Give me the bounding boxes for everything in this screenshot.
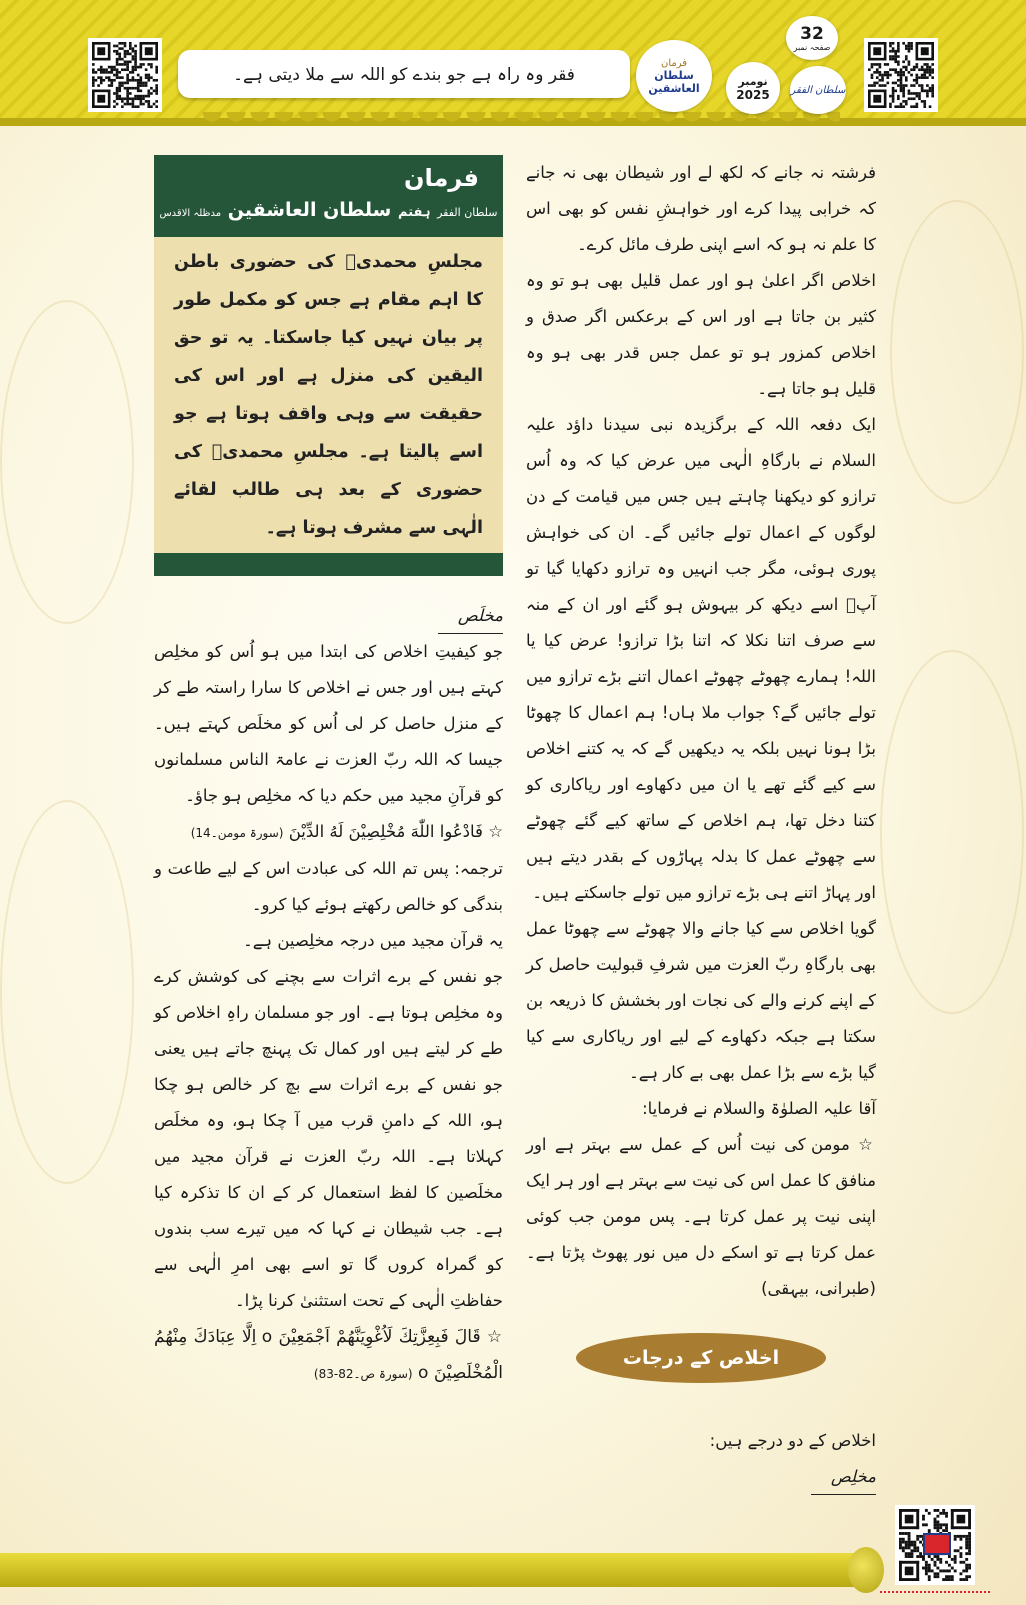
qr-module <box>968 1532 971 1535</box>
qr-module <box>925 1569 928 1572</box>
qr-module <box>899 1509 919 1512</box>
left-column <box>154 155 503 1392</box>
qr-module <box>945 1578 948 1581</box>
qr-module <box>916 1535 919 1538</box>
qr-module <box>908 1535 911 1538</box>
qr-module <box>945 1561 948 1564</box>
qr-module <box>965 1546 968 1549</box>
qr-module <box>928 1564 931 1567</box>
qr-module <box>959 1561 962 1564</box>
farman-badge-main: سلطان العاشقین <box>648 68 700 95</box>
qr-module <box>925 1572 928 1575</box>
qr-caption-decoration <box>880 1591 990 1596</box>
qr-module <box>959 1552 962 1555</box>
qr-module <box>939 1569 942 1572</box>
qr-module <box>968 1544 971 1547</box>
qr-module <box>965 1541 968 1544</box>
qr-module <box>942 1569 945 1572</box>
farman-subtitle-suffix: مدظلہ الاقدس <box>159 208 222 219</box>
farman-body-text: مجلسِ محمدیؐ کی حضوری باطن کا اہم مقام ہے جس کو مکمل طور پر بیان نہیں کیا جاسکتا۔ یہ تو حق الیقین کی منزل ہے اور اس کی حقیقت سے وہی واقف ہوتا ہے جو اسے پالیتا ہے۔ مجلسِ محمدیؐ کی حضوری کے بعد ہی طالب لقائے الٰہی سے مشرف ہوتا ہے۔ <box>174 252 483 538</box>
qr-module <box>913 1549 916 1552</box>
right-column <box>526 155 876 1495</box>
qr-module <box>936 1509 939 1512</box>
farman-title: فرمان <box>404 164 479 192</box>
qr-module <box>951 1558 954 1561</box>
qr-module <box>968 1535 971 1538</box>
qr-module <box>911 1555 914 1558</box>
qr-module <box>922 1518 925 1521</box>
ayah-quote <box>154 814 503 851</box>
qr-module <box>954 1538 957 1541</box>
qr-module <box>965 1569 968 1572</box>
qr-module <box>905 1552 908 1555</box>
ayah-text: قَالَ فَبِعِزَّتِكَ لَاُغْوِيَنَّهُمْ اَجْمَعِيْنَ o اِلَّا عِبَادَكَ مِنْهُمُ الْمُخْلَصِيْنَ o <box>154 1327 503 1383</box>
qr-module <box>922 1558 925 1561</box>
qr-module <box>925 1567 928 1570</box>
qr-module <box>902 1538 905 1541</box>
qr-module <box>939 1523 942 1526</box>
qr-module <box>936 1567 939 1570</box>
qr-module <box>913 1544 916 1547</box>
farman-box-header <box>154 155 503 237</box>
qr-module <box>931 1569 934 1572</box>
qr-module <box>936 1521 939 1524</box>
qr-module <box>957 1515 966 1524</box>
translation: ترجمہ: پس تم اللہ کی عبادت اس کے لیے طاعت و بندگی کو خالص رکھتے ہوئے کیا کرو۔ <box>154 859 503 914</box>
ayah-text: فَادْعُوا اللّٰهَ مُخْلِصِيْنَ لَهُ الدِّيْنَ <box>288 822 483 841</box>
qr-module <box>945 1575 948 1578</box>
qr-module <box>908 1541 911 1544</box>
qr-module <box>934 1526 937 1529</box>
qr-module <box>908 1555 911 1558</box>
ayah-quote <box>154 1319 503 1392</box>
qr-module <box>905 1555 908 1558</box>
section-heading: اخلاص کے درجات <box>622 1347 780 1369</box>
qr-module <box>936 1515 939 1518</box>
paragraph: اخلاص اگر اعلیٰ ہو اور عمل قلیل بھی ہو تو وہ کثیر بن جاتا ہے اور اس کے برعکس اگر صدق و اخلاص کمزور ہو تو عمل جس قدر بھی ہو وہ قلیل ہو جاتا ہے۔ <box>526 271 876 398</box>
qr-module <box>928 1567 931 1570</box>
qr-module <box>911 1552 914 1555</box>
qr-module <box>945 1512 948 1515</box>
qr-module <box>934 1561 937 1564</box>
qr-module <box>939 1526 942 1529</box>
qr-module <box>899 1546 902 1549</box>
qr-module <box>957 1535 960 1538</box>
qr-module <box>948 1575 951 1578</box>
qr-module <box>965 1578 968 1581</box>
qr-module <box>908 1538 911 1541</box>
qr-module <box>905 1546 908 1549</box>
qr-module <box>945 1529 948 1532</box>
qr-module <box>905 1532 908 1535</box>
qr-module <box>965 1567 968 1570</box>
heading-mukhlis: مخلِص <box>811 1462 876 1495</box>
qr-module <box>905 1541 908 1544</box>
qr-module <box>899 1544 902 1547</box>
qr-module <box>934 1564 937 1567</box>
qr-logo <box>923 1533 951 1555</box>
qr-module <box>931 1558 934 1561</box>
qr-module <box>911 1549 914 1552</box>
qr-module <box>911 1541 914 1544</box>
qr-module <box>899 1561 902 1581</box>
paragraph: یہ قرآن مجید میں درجہ مخلِصین ہے۔ <box>243 931 503 950</box>
qr-module <box>968 1575 971 1578</box>
qr-module <box>945 1515 948 1518</box>
qr-module <box>902 1549 905 1552</box>
ayah-reference: (سورۃ ص۔82-83) <box>313 1367 413 1381</box>
qr-module <box>965 1575 968 1578</box>
qr-module <box>934 1555 937 1558</box>
qr-module <box>916 1549 919 1552</box>
qr-module <box>951 1509 954 1529</box>
heading-mukhlas: مخلَص <box>438 601 503 634</box>
qr-module <box>965 1552 968 1555</box>
issue-month: نومبر <box>738 74 768 88</box>
qr-module <box>902 1546 905 1549</box>
qr-module <box>916 1546 919 1549</box>
footer-area <box>0 1505 1026 1605</box>
qr-module <box>899 1561 919 1564</box>
qr-module <box>916 1538 919 1541</box>
paragraph: فرشتہ نہ جانے کہ لکھ لے اور شیطان بھی نہ جانے کہ خرابی پیدا کرے اور خواہشِ نفس کو بھی اس کا علم نہ ہو کہ اسے اپنی طرف مائل کرے۔ <box>526 163 876 254</box>
degrees-intro: اخلاص کے دو درجے ہیں: <box>709 1431 876 1450</box>
qr-module <box>968 1546 971 1549</box>
qr-module <box>957 1549 960 1552</box>
qr-module <box>968 1564 971 1567</box>
qr-module <box>902 1541 905 1544</box>
qr-module <box>905 1544 908 1547</box>
qr-module <box>925 1509 928 1512</box>
qr-module <box>908 1552 911 1555</box>
qr-module <box>934 1518 937 1521</box>
qr-module <box>962 1535 965 1538</box>
qr-module <box>925 1561 928 1564</box>
page-label: صفحہ نمبر <box>793 42 831 52</box>
qr-module <box>913 1541 916 1544</box>
qr-module <box>936 1526 939 1529</box>
paragraph: ایک دفعہ اللہ کے برگزیدہ نبی سیدنا داؤد علیہ السلام نے بارگاہِ الٰہی میں عرض کیا کہ وہ اُس ترازو کو دیکھنا چاہتے ہیں جس میں قیامت کے دن لوگوں کے اعمال تولے جائیں گے۔ ان کی خواہش پوری ہوئی، مگر جب انہیں وہ ترازو دکھایا گیا تو آپؑ اسے دیکھ کر بیہوش ہو گئے اور ان کے منہ سے صرف اتنا نکلا کہ اتنا بڑا ترازو! عرض کیا یا اللہ! ہمارے چھوٹے چھوٹے اعمال اتنے بڑے ترازو میں تولے جائیں گے؟ جواب ملا ہاں! ہم اعمال کا چھوٹا بڑا ہونا نہیں بلکہ یہ دیکھیں گے کہ یہ کتنے اخلاص سے کیے گئے تھے یا ان میں دکھاوے اور ریاکاری کو کتنا دخل تھا، ہم اخلاص کے ساتھ کیے گئے چھوٹے سے چھوٹے عمل کا بدلہ پہاڑوں کے بقدر دیتے ہیں اور پہاڑ اتنے ہی بڑے ترازو میں تولے جاسکتے ہیں۔ <box>526 415 876 902</box>
qr-module <box>928 1555 931 1558</box>
qr-module <box>968 1567 971 1570</box>
qr-module <box>962 1569 965 1572</box>
qr-module <box>908 1532 911 1535</box>
qr-module <box>939 1512 942 1515</box>
qr-module <box>908 1544 911 1547</box>
qr-module <box>899 1532 902 1535</box>
qr-module <box>954 1569 957 1572</box>
farman-badge-top: فرمان <box>660 57 688 69</box>
qr-module <box>925 1564 928 1567</box>
qr-module <box>965 1538 968 1541</box>
qr-module <box>951 1578 954 1581</box>
qr-module <box>922 1567 925 1570</box>
qr-module <box>919 1555 922 1558</box>
farman-subtitle <box>154 195 503 229</box>
qr-module <box>922 1555 925 1558</box>
qr-module <box>954 1561 957 1564</box>
paragraph: گویا اخلاص سے کیا جانے والا چھوٹے سے چھوٹا عمل بھی بارگاہِ ربّ العزت میں شرفِ قبولیت حاصل کر کے اپنے کرنے والے کی نجات اور بخشش کا ذریعہ بن سکتا ہے جبکہ دکھاوے کے لیے اور ریاکاری سے کیا گیا بڑے سے بڑا عمل بھی بے کار ہے۔ <box>526 919 876 1082</box>
qr-module <box>928 1578 931 1581</box>
qr-module <box>928 1512 931 1515</box>
qr-module <box>962 1561 965 1564</box>
qr-module <box>899 1578 919 1581</box>
qr-module <box>959 1555 962 1558</box>
farman-subtitle-prefix: سلطان الفقر <box>437 206 498 219</box>
qr-module <box>945 1523 948 1526</box>
hadith-quote: ☆ مومن کی نیت اُس کے عمل سے بہتر ہے اور منافق کا عمل اس کی نیت سے بہتر ہے اور ہر ایک اپنی نیت پر عمل کرتا ہے۔ پس مومن جب کوئی عمل کرتا ہے تو اسکے دل میں نور پھوٹ پڑتا ہے۔ (طبرانی، بیہقی) <box>526 1127 876 1307</box>
farman-box <box>154 155 503 576</box>
qr-module <box>922 1515 925 1518</box>
qr-module <box>942 1578 945 1581</box>
qr-module <box>959 1546 962 1549</box>
qr-module <box>934 1575 937 1578</box>
qr-module <box>899 1538 902 1541</box>
qr-module <box>908 1546 911 1549</box>
qr-module <box>934 1509 937 1512</box>
qr-module <box>942 1512 945 1515</box>
issue-year: 2025 <box>736 87 770 102</box>
footer-scroll-cap <box>848 1547 884 1593</box>
qr-module <box>959 1578 962 1581</box>
qr-module <box>948 1569 951 1572</box>
qr-module <box>959 1572 962 1575</box>
qr-module <box>968 1509 971 1529</box>
qr-module <box>951 1509 971 1512</box>
page-number: 32 <box>800 23 824 44</box>
qr-module <box>928 1569 931 1572</box>
qr-module <box>965 1558 968 1561</box>
qr-module <box>965 1535 968 1538</box>
qr-module <box>959 1535 962 1538</box>
qr-module <box>916 1561 919 1581</box>
qr-module <box>942 1509 945 1512</box>
qr-module <box>925 1523 928 1526</box>
qr-module <box>939 1561 942 1564</box>
magazine-logo-text: سلطان الفقر <box>790 84 846 96</box>
qr-module <box>948 1555 951 1558</box>
qr-module <box>968 1541 971 1544</box>
qr-code-bottom[interactable] <box>895 1505 975 1585</box>
qr-module <box>936 1558 939 1561</box>
qr-module <box>934 1521 937 1524</box>
paragraph: جو نفس کے برے اثرات سے بچنے کی کوشش کرے وہ مخلِص ہوتا ہے۔ اور جو مسلمان راہِ اخلاص کو طے کر لیتے ہیں اور کمال تک پہنچ جاتے ہیں یعنی جو نفس کے برے اثرات سے بچ کر خالص ہو چکا ہو، اللہ کے دامنِ قرب میں آ چکا ہو، وہ مخلَص کہلاتا ہے۔ اللہ ربّ العزت نے قرآن مجید میں مخلَصین کا لفظ استعمال کر کے ان کا تذکرہ کیا ہے۔ جب شیطان نے کہا کہ میں تیرے سب بندوں کو گمراہ کروں گا تو اسے بھی امرِ الٰہی سے حفاظتِ الٰہی کے تحت استثنیٰ کرنا پڑا۔ <box>154 967 503 1310</box>
farman-subtitle-main: سلطان العاشقین <box>227 199 392 221</box>
farman-box-body <box>154 237 503 553</box>
qr-module <box>951 1567 954 1570</box>
qr-module <box>968 1549 971 1552</box>
qr-module <box>954 1558 957 1561</box>
qr-module <box>948 1564 951 1567</box>
qr-module <box>942 1529 945 1532</box>
qr-module <box>939 1558 942 1561</box>
qr-module <box>945 1569 948 1572</box>
qr-module <box>916 1555 919 1558</box>
qr-module <box>905 1567 914 1576</box>
qr-module <box>962 1578 965 1581</box>
qr-module <box>934 1572 937 1575</box>
qr-module <box>928 1575 931 1578</box>
qr-module <box>919 1541 922 1544</box>
qr-module <box>916 1509 919 1529</box>
paragraph: جو کیفیتِ اخلاص کی ابتدا میں ہو اُس کو مخلِص کہتے ہیں اور جس نے اخلاص کا سارا راستہ طے کر کے منزل حاصل کر لی اُس کو مخلَص کہتے ہیں۔ جیسا کہ اللہ ربّ العزت نے عامۃ الناس مسلمانوں کو قرآنِ مجید میں حکم دیا کہ مخلِص ہو جاؤ۔ <box>154 642 503 805</box>
qr-module <box>936 1572 939 1575</box>
qr-module <box>954 1535 957 1538</box>
qr-module <box>948 1578 951 1581</box>
qr-module <box>951 1575 954 1578</box>
qr-module <box>905 1515 914 1524</box>
qr-module <box>951 1526 971 1529</box>
qr-module <box>919 1552 922 1555</box>
qr-module <box>919 1535 922 1538</box>
qr-module <box>936 1523 939 1526</box>
qr-module <box>968 1538 971 1541</box>
qr-module <box>954 1555 957 1558</box>
farman-subtitle-mid: ہفتم <box>398 205 431 220</box>
qr-module <box>911 1544 914 1547</box>
qr-module <box>922 1523 925 1526</box>
qr-module <box>959 1538 962 1541</box>
header-quote: فقر وہ راہ ہے جو بندے کو اللہ سے ملا دیتی ہے۔ <box>233 64 575 85</box>
qr-module <box>936 1555 939 1558</box>
qr-module <box>945 1526 948 1529</box>
qr-module <box>899 1509 902 1529</box>
qr-module <box>954 1549 957 1552</box>
paragraph: آقا علیہ الصلوٰۃ والسلام نے فرمایا: <box>642 1099 876 1118</box>
footer-band <box>0 1553 870 1587</box>
qr-module <box>968 1552 971 1555</box>
qr-module <box>913 1546 916 1549</box>
qr-module <box>936 1575 939 1578</box>
ayah-reference: (سورۃ مومن۔14) <box>190 826 284 840</box>
qr-module <box>902 1532 905 1535</box>
qr-module <box>965 1544 968 1547</box>
qr-module <box>934 1523 937 1526</box>
qr-module <box>936 1529 939 1532</box>
qr-module <box>899 1526 919 1529</box>
qr-module <box>942 1523 945 1526</box>
qr-module <box>899 1541 902 1544</box>
qr-module <box>965 1564 968 1567</box>
qr-module <box>928 1529 931 1532</box>
